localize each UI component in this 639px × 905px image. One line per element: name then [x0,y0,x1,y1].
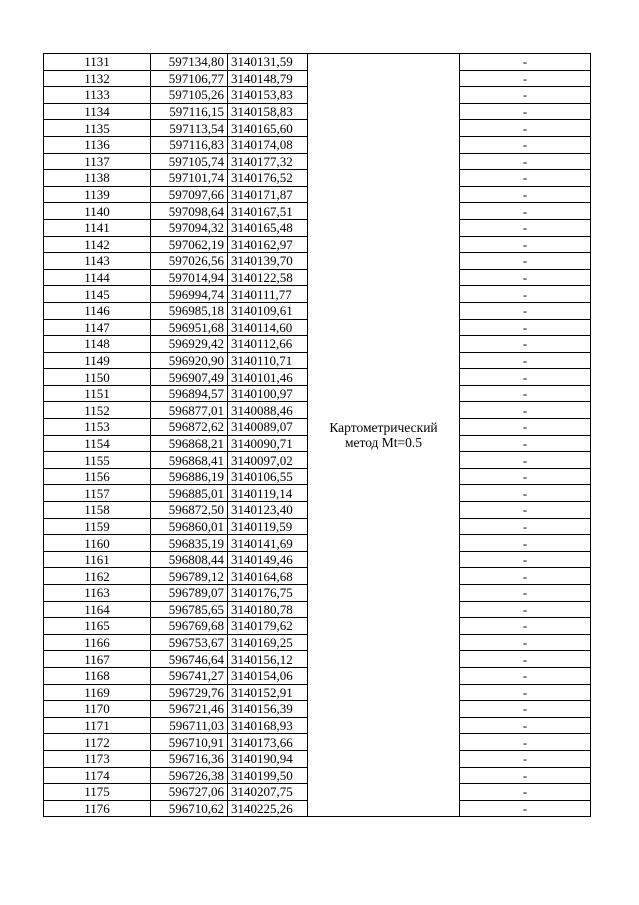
y-coordinate-cell: 3140171,87 [228,186,308,203]
x-coordinate-cell: 597105,74 [151,153,228,170]
x-coordinate-cell: 596789,07 [151,585,228,602]
y-coordinate-cell: 3140139,70 [228,253,308,270]
note-cell: - [460,568,591,585]
x-coordinate-cell: 596920,90 [151,352,228,369]
note-cell: - [460,136,591,153]
y-coordinate-cell: 3140165,48 [228,219,308,236]
y-coordinate-cell: 3140152,91 [228,684,308,701]
point-number-cell: 1164 [44,601,151,618]
x-coordinate-cell: 596729,76 [151,684,228,701]
y-coordinate-cell: 3140207,75 [228,784,308,801]
x-coordinate-cell: 596985,18 [151,302,228,319]
point-number-cell: 1155 [44,452,151,469]
y-coordinate-cell: 3140110,71 [228,352,308,369]
y-coordinate-cell: 3140114,60 [228,319,308,336]
note-cell: - [460,535,591,552]
note-cell: - [460,634,591,651]
note-cell: - [460,419,591,436]
y-coordinate-cell: 3140112,66 [228,336,308,353]
y-coordinate-cell: 3140122,58 [228,269,308,286]
y-coordinate-cell: 3140154,06 [228,667,308,684]
note-cell: - [460,352,591,369]
x-coordinate-cell: 596785,65 [151,601,228,618]
y-coordinate-cell: 3140158,83 [228,103,308,120]
point-number-cell: 1135 [44,120,151,137]
y-coordinate-cell: 3140165,60 [228,120,308,137]
x-coordinate-cell: 596929,42 [151,336,228,353]
x-coordinate-cell: 596868,21 [151,435,228,452]
point-number-cell: 1176 [44,800,151,817]
point-number-cell: 1174 [44,767,151,784]
note-cell: - [460,269,591,286]
x-coordinate-cell: 597106,77 [151,70,228,87]
x-coordinate-cell: 596746,64 [151,651,228,668]
x-coordinate-cell: 597094,32 [151,219,228,236]
note-cell: - [460,518,591,535]
note-cell: - [460,369,591,386]
x-coordinate-cell: 596872,50 [151,502,228,519]
point-number-cell: 1173 [44,750,151,767]
point-number-cell: 1171 [44,717,151,734]
point-number-cell: 1158 [44,502,151,519]
y-coordinate-cell: 3140101,46 [228,369,308,386]
y-coordinate-cell: 3140173,66 [228,734,308,751]
point-number-cell: 1144 [44,269,151,286]
point-number-cell: 1140 [44,203,151,220]
y-coordinate-cell: 3140149,46 [228,551,308,568]
point-number-cell: 1137 [44,153,151,170]
x-coordinate-cell: 596753,67 [151,634,228,651]
y-coordinate-cell: 3140090,71 [228,435,308,452]
point-number-cell: 1152 [44,402,151,419]
y-coordinate-cell: 3140141,69 [228,535,308,552]
y-coordinate-cell: 3140089,07 [228,419,308,436]
x-coordinate-cell: 596868,41 [151,452,228,469]
note-cell: - [460,601,591,618]
point-number-cell: 1150 [44,369,151,386]
x-coordinate-cell: 596710,62 [151,800,228,817]
y-coordinate-cell: 3140131,59 [228,54,308,71]
y-coordinate-cell: 3140100,97 [228,385,308,402]
point-number-cell: 1138 [44,170,151,187]
point-number-cell: 1131 [44,54,151,71]
point-number-cell: 1147 [44,319,151,336]
note-cell: - [460,651,591,668]
x-coordinate-cell: 596716,36 [151,750,228,767]
method-line-1: Картометрический [329,420,438,436]
x-coordinate-cell: 596994,74 [151,286,228,303]
method-cell [308,54,460,817]
note-cell: - [460,170,591,187]
y-coordinate-cell: 3140167,51 [228,203,308,220]
x-coordinate-cell: 596885,01 [151,485,228,502]
x-coordinate-cell: 597062,19 [151,236,228,253]
note-cell: - [460,618,591,635]
point-number-cell: 1151 [44,385,151,402]
point-number-cell: 1146 [44,302,151,319]
y-coordinate-cell: 3140174,08 [228,136,308,153]
y-coordinate-cell: 3140119,59 [228,518,308,535]
coordinates-table [43,53,591,817]
note-cell: - [460,336,591,353]
note-cell: - [460,120,591,137]
point-number-cell: 1175 [44,784,151,801]
x-coordinate-cell: 597098,64 [151,203,228,220]
x-coordinate-cell: 597113,54 [151,120,228,137]
point-number-cell: 1166 [44,634,151,651]
y-coordinate-cell: 3140179,62 [228,618,308,635]
point-number-cell: 1168 [44,667,151,684]
x-coordinate-cell: 597105,26 [151,87,228,104]
y-coordinate-cell: 3140190,94 [228,750,308,767]
y-coordinate-cell: 3140088,46 [228,402,308,419]
note-cell: - [460,103,591,120]
point-number-cell: 1133 [44,87,151,104]
point-number-cell: 1170 [44,701,151,718]
y-coordinate-cell: 3140148,79 [228,70,308,87]
x-coordinate-cell: 596710,91 [151,734,228,751]
note-cell: - [460,435,591,452]
y-coordinate-cell: 3140106,55 [228,468,308,485]
y-coordinate-cell: 3140176,52 [228,170,308,187]
y-coordinate-cell: 3140225,26 [228,800,308,817]
note-cell: - [460,54,591,71]
note-cell: - [460,70,591,87]
note-cell: - [460,734,591,751]
point-number-cell: 1141 [44,219,151,236]
point-number-cell: 1167 [44,651,151,668]
x-coordinate-cell: 596835,19 [151,535,228,552]
x-coordinate-cell: 596727,06 [151,784,228,801]
note-cell: - [460,402,591,419]
y-coordinate-cell: 3140097,02 [228,452,308,469]
note-cell: - [460,253,591,270]
point-number-cell: 1160 [44,535,151,552]
note-cell: - [460,219,591,236]
point-number-cell: 1132 [44,70,151,87]
y-coordinate-cell: 3140164,68 [228,568,308,585]
point-number-cell: 1162 [44,568,151,585]
note-cell: - [460,319,591,336]
x-coordinate-cell: 596951,68 [151,319,228,336]
point-number-cell: 1156 [44,468,151,485]
y-coordinate-cell: 3140169,25 [228,634,308,651]
x-coordinate-cell: 596877,01 [151,402,228,419]
y-coordinate-cell: 3140156,39 [228,701,308,718]
note-cell: - [460,236,591,253]
note-cell: - [460,485,591,502]
x-coordinate-cell: 596721,46 [151,701,228,718]
note-cell: - [460,87,591,104]
note-cell: - [460,203,591,220]
point-number-cell: 1157 [44,485,151,502]
y-coordinate-cell: 3140177,32 [228,153,308,170]
y-coordinate-cell: 3140156,12 [228,651,308,668]
x-coordinate-cell: 597116,15 [151,103,228,120]
x-coordinate-cell: 597116,83 [151,136,228,153]
note-cell: - [460,452,591,469]
x-coordinate-cell: 597134,80 [151,54,228,71]
y-coordinate-cell: 3140162,97 [228,236,308,253]
point-number-cell: 1145 [44,286,151,303]
x-coordinate-cell: 596769,68 [151,618,228,635]
point-number-cell: 1134 [44,103,151,120]
x-coordinate-cell: 596711,03 [151,717,228,734]
y-coordinate-cell: 3140153,83 [228,87,308,104]
y-coordinate-cell: 3140199,50 [228,767,308,784]
note-cell: - [460,186,591,203]
x-coordinate-cell: 597101,74 [151,170,228,187]
x-coordinate-cell: 596741,27 [151,667,228,684]
point-number-cell: 1159 [44,518,151,535]
point-number-cell: 1165 [44,618,151,635]
point-number-cell: 1143 [44,253,151,270]
note-cell: - [460,302,591,319]
note-cell: - [460,717,591,734]
point-number-cell: 1163 [44,585,151,602]
point-number-cell: 1172 [44,734,151,751]
point-number-cell: 1153 [44,419,151,436]
note-cell: - [460,701,591,718]
note-cell: - [460,767,591,784]
y-coordinate-cell: 3140180,78 [228,601,308,618]
x-coordinate-cell: 596808,44 [151,551,228,568]
y-coordinate-cell: 3140176,75 [228,585,308,602]
x-coordinate-cell: 596789,12 [151,568,228,585]
table-body [44,54,591,817]
x-coordinate-cell: 597014,94 [151,269,228,286]
note-cell: - [460,286,591,303]
point-number-cell: 1136 [44,136,151,153]
point-number-cell: 1154 [44,435,151,452]
point-number-cell: 1139 [44,186,151,203]
point-number-cell: 1148 [44,336,151,353]
point-number-cell: 1169 [44,684,151,701]
method-line-2: метод Mt=0.5 [344,435,423,451]
note-cell: - [460,585,591,602]
y-coordinate-cell: 3140123,40 [228,502,308,519]
note-cell: - [460,385,591,402]
y-coordinate-cell: 3140168,93 [228,717,308,734]
point-number-cell: 1161 [44,551,151,568]
note-cell: - [460,750,591,767]
x-coordinate-cell: 596872,62 [151,419,228,436]
note-cell: - [460,551,591,568]
x-coordinate-cell: 596907,49 [151,369,228,386]
x-coordinate-cell: 597097,66 [151,186,228,203]
x-coordinate-cell: 596894,57 [151,385,228,402]
table-row [44,54,591,71]
y-coordinate-cell: 3140111,77 [228,286,308,303]
note-cell: - [460,684,591,701]
point-number-cell: 1149 [44,352,151,369]
y-coordinate-cell: 3140109,61 [228,302,308,319]
note-cell: - [460,784,591,801]
x-coordinate-cell: 596886,19 [151,468,228,485]
y-coordinate-cell: 3140119,14 [228,485,308,502]
note-cell: - [460,502,591,519]
x-coordinate-cell: 596860,01 [151,518,228,535]
note-cell: - [460,667,591,684]
x-coordinate-cell: 597026,56 [151,253,228,270]
note-cell: - [460,153,591,170]
note-cell: - [460,468,591,485]
x-coordinate-cell: 596726,38 [151,767,228,784]
point-number-cell: 1142 [44,236,151,253]
note-cell: - [460,800,591,817]
